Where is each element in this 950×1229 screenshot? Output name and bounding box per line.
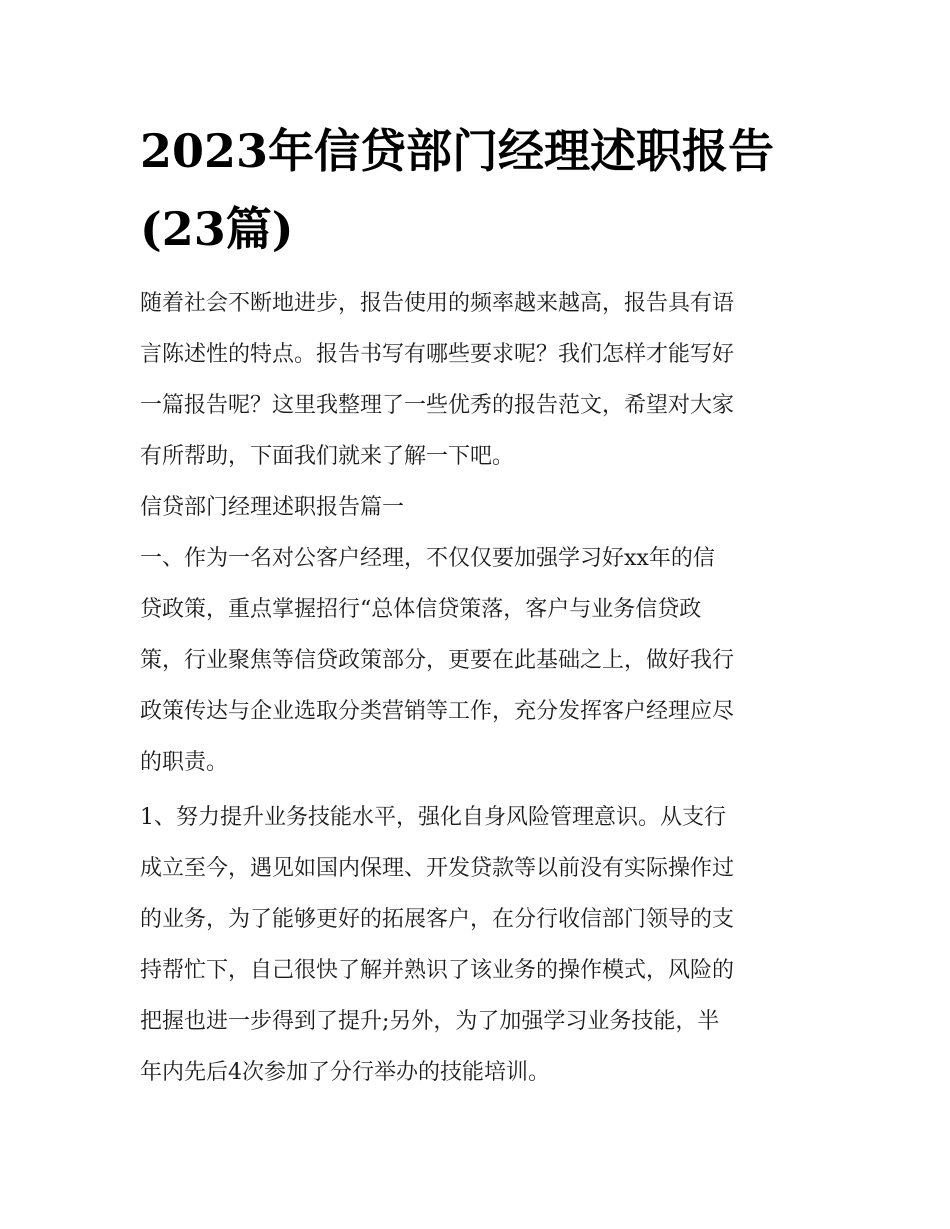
text-line: 1、努力提升业务技能水平，强化自身风险管理意识。从支行 [140, 805, 726, 830]
document-title [140, 112, 812, 268]
text-line: 持帮忙下，自己很快了解并熟识了该业务的操作模式，风险的 [140, 958, 735, 983]
document-page [140, 112, 812, 1098]
paragraph-section-one [140, 533, 812, 788]
text-line: 信贷部门经理述职报告篇一 [140, 495, 405, 520]
text-line: 有所帮助，下面我们就来了解一下吧。 [140, 444, 515, 469]
text-line: 言陈述性的特点。报告书写有哪些要求呢？我们怎样才能写好 [140, 342, 735, 367]
text-line: 一篇报告呢？这里我整理了一些优秀的报告范文，希望对大家 [140, 393, 735, 418]
text-line: 随着社会不断地进步，报告使用的频率越来越高，报告具有语 [140, 291, 735, 316]
document-title-line-1: 2023年信贷部门经理述职报告 [140, 124, 775, 178]
text-line: 一、作为一名对公客户经理，不仅仅要加强学习好xx年的信 [140, 546, 715, 571]
document-title-line-2: (23篇) [140, 202, 294, 256]
text-line: 年内先后4次参加了分行举办的技能培训。 [140, 1060, 550, 1085]
text-line: 贷政策，重点掌握招行“总体信贷策落，客户与业务信贷政 [140, 597, 702, 622]
text-line: 的职责。 [140, 750, 229, 775]
text-line: 成立至今，遇见如国内保理、开发贷款等以前没有实际操作过 [140, 856, 735, 881]
text-line: 把握也进一步得到了提升;另外，为了加强学习业务技能，半 [140, 1009, 720, 1034]
text-line: 的业务，为了能够更好的拓展客户，在分行收信部门领导的支 [140, 907, 735, 932]
paragraph-point-one [140, 792, 812, 1098]
section-heading [140, 482, 812, 533]
document-body [140, 278, 812, 1098]
paragraph-intro [140, 278, 812, 482]
text-line: 政策传达与企业选取分类营销等工作，充分发挥客户经理应尽 [140, 699, 735, 724]
text-line: 策，行业聚焦等信贷政策部分，更要在此基础之上，做好我行 [140, 648, 735, 673]
